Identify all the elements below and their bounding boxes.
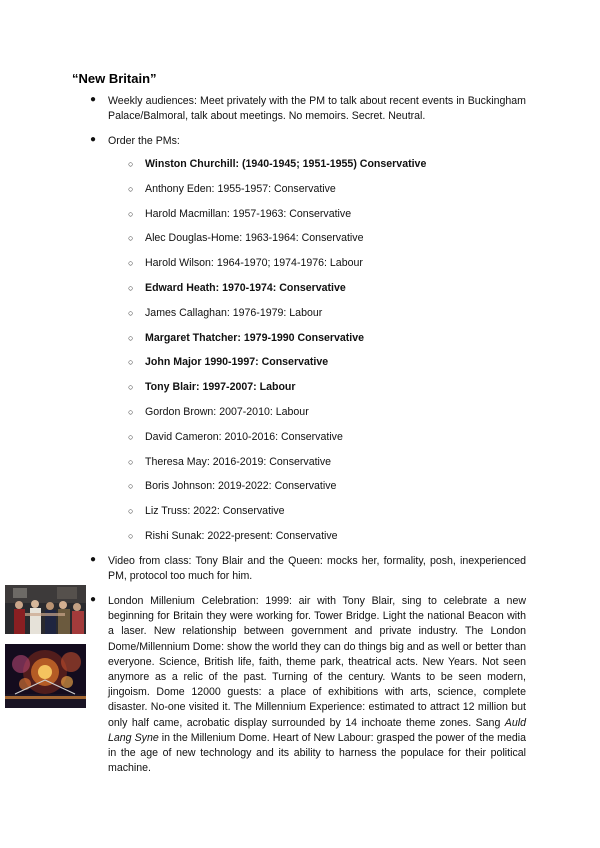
pm-list-item: ○ David Cameron: 2010-2016: Conservative (128, 430, 426, 455)
pm-list-item: ○ Anthony Eden: 1955-1957: Conservative (128, 182, 426, 207)
millennium-text-part1: London Millenium Celebration: 1999: air with Tony Blair, sing to celebrate a new beginning for Britain they were working for. Tower Bridge. Light the national Beacon with a laser. New relationship between government and private industry. The London Dome/Millennium Dome: show the world they can do things big and as well or better than everyone. Science, British life, faith, theme park, theatrical acts. New Years. Not seen anymore as a relic of the past. Turning of the century. Wants to be seen modern, jingoism. Dome 12000 guests: a place of exhibitions with arts, science, complete disaster. No-one visited it. The Millennium Experience: estimated to attract 12 million but only half came, acrobatic display surrounded by 14 inchoate theme zones. Sang (108, 595, 526, 729)
pm-list-item: ○ Alec Douglas-Home: 1963-1964: Conservative (128, 231, 426, 256)
pm-list-item: ○ Margaret Thatcher: 1979-1990 Conservative (128, 331, 426, 356)
order-pms-text: Order the PMs: (108, 135, 180, 147)
bullet-dot: ● (90, 134, 97, 145)
pm-list-item: ○ Winston Churchill: (1940-1945; 1951-1955) Conservative (128, 157, 426, 182)
pm-list-item: ○ Harold Macmillan: 1957-1963: Conservative (128, 207, 426, 232)
pm-list-item: ○ Edward Heath: 1970-1974: Conservative (128, 281, 426, 306)
prime-minister-list (128, 157, 426, 554)
pm-list-item: ○ Boris Johnson: 2019-2022: Conservative (128, 479, 426, 504)
millennium-crowd-photo (5, 585, 86, 634)
pm-list-item: ○ Harold Wilson: 1964-1970; 1974-1976: Labour (128, 256, 426, 281)
pm-list-item: ○ James Callaghan: 1976-1979: Labour (128, 306, 426, 331)
pm-list-item: ○ Rishi Sunak: 2022-present: Conservative (128, 529, 426, 554)
pm-list-item: ○ Theresa May: 2016-2019: Conservative (128, 455, 426, 480)
bullet-dot: ● (90, 94, 97, 105)
pm-list-item: ○ Liz Truss: 2022: Conservative (128, 504, 426, 529)
bullet-dot: ● (90, 594, 97, 605)
millennium-celebration-text (108, 594, 526, 776)
pm-list-item: ○ John Major 1990-1997: Conservative (128, 355, 426, 380)
pm-list-item: ○ Gordon Brown: 2007-2010: Labour (128, 405, 426, 430)
bullet-dot: ● (90, 554, 97, 565)
millennium-fireworks-photo (5, 644, 86, 708)
pm-list-item: ○ Tony Blair: 1997-2007: Labour (128, 380, 426, 405)
weekly-audiences-text: Weekly audiences: Meet privately with the PM to talk about recent events in Buckingham Palace/Balmoral, talk about meetings. No memoirs. Secret. Neutral. (108, 95, 526, 123)
section-heading: “New Britain” (72, 71, 157, 86)
song-title: Auld Lang Syne (108, 716, 526, 744)
millennium-text-part2: in the Millenium Dome. Heart of New Labour: grasped the power of the media in the age of new technology and its ability to harness the populace for their political machine. (108, 731, 526, 775)
video-from-class-text: Video from class: Tony Blair and the Queen: mocks her, formality, posh, inexperienced PM, protocol too much for him. (108, 555, 526, 583)
